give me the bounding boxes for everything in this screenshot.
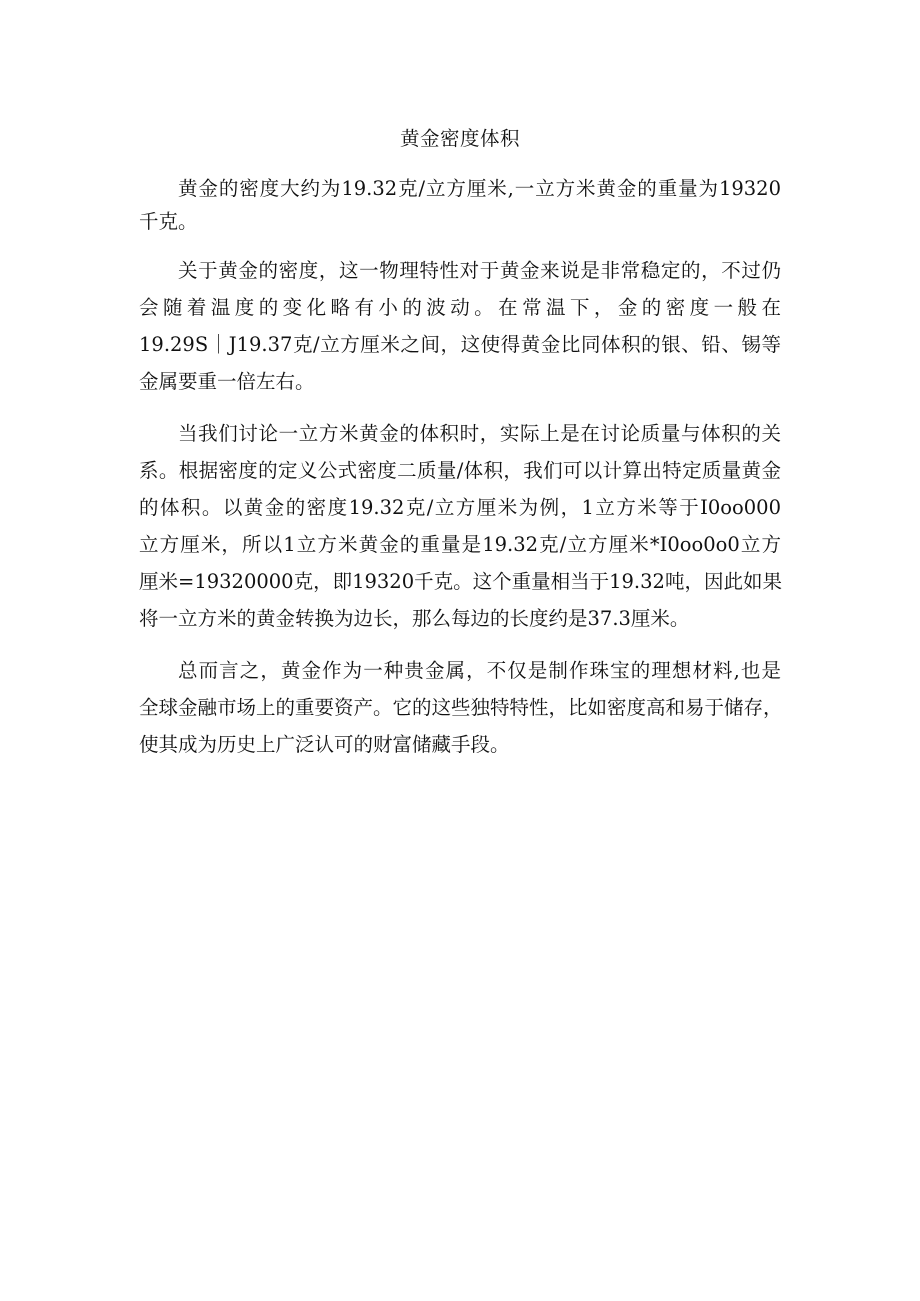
- paragraph-line: 立方厘米，所以1立方米黄金的重量是19.32克/立方厘米*I0oo0o0立方: [139, 533, 781, 556]
- document-title: 黄金密度体积: [399, 127, 520, 150]
- paragraph-3: [139, 415, 781, 637]
- paragraph-line: 厘米=19320000克，即19320千克。这个重量相当于19.32吨，因此如果: [139, 570, 782, 593]
- paragraph-2: [139, 252, 781, 400]
- document-body: [139, 122, 781, 773]
- paragraph-line: 全球金融市场上的重要资产。它的这些独特特性，比如密度高和易于储存，: [139, 696, 783, 719]
- paragraph-line: 系。根据密度的定义公式密度二质量/体积，我们可以计算出特定质量黄金: [139, 459, 781, 482]
- paragraph-line: 将一立方米的黄金转换为边长，那么每边的长度约是37.3厘米。: [139, 607, 690, 630]
- paragraph-line: 金属要重一倍左右。: [139, 370, 315, 393]
- paragraph-line: 关于黄金的密度，这一物理特性对于黄金来说是非常稳定的，不过仍: [178, 259, 781, 282]
- paragraph-4: [139, 652, 781, 763]
- paragraph-line: 当我们讨论一立方米黄金的体积时，实际上是在讨论质量与体积的关: [178, 422, 781, 445]
- paragraph-1: [139, 172, 781, 238]
- paragraph-line: 19.29S｜J19.37克/立方厘米之间，这使得黄金比同体积的银、铅、锡等: [139, 333, 781, 356]
- paragraph-line: 使其成为历史上广泛认可的财富储藏手段。: [139, 733, 510, 756]
- paragraph-line: 千克。: [139, 210, 198, 233]
- paragraph-line: 总而言之，黄金作为一种贵金属，不仅是制作珠宝的理想材料,也是: [178, 659, 781, 682]
- paragraph-line: 黄金的密度大约为19.32克/立方厘米,一立方米黄金的重量为19320: [178, 177, 781, 200]
- paragraph-line: 会随着温度的变化略有小的波动。在常温下，金的密度一般在: [139, 296, 781, 319]
- paragraph-line: 的体积。以黄金的密度19.32克/立方厘米为例，1立方米等于I0oo000: [139, 496, 781, 519]
